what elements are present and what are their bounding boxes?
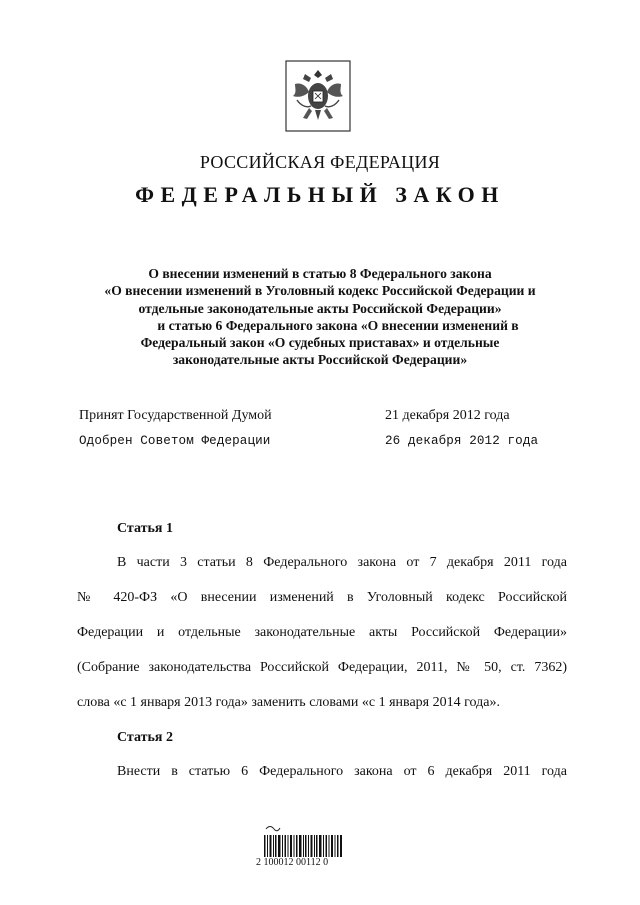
coat-of-arms-icon bbox=[285, 60, 351, 132]
article-2-text bbox=[77, 763, 567, 798]
law-title-line: и статью 6 Федерального закона «О внесении изменений в bbox=[157, 317, 519, 333]
barcode-number: 2 100012 00112 0 bbox=[256, 857, 329, 868]
country-name: РОССИЙСКАЯ ФЕДЕРАЦИЯ bbox=[199, 152, 441, 172]
article-1-heading: Статья 1 bbox=[117, 521, 173, 536]
law-title-line: Федеральный закон «О судебных приставах» и отдельные bbox=[140, 335, 500, 351]
article-1-line: слова «с 1 января 2013 года» заменить словами «с 1 января 2014 года». bbox=[77, 695, 500, 710]
law-title-line: О внесении изменений в статью 8 Федерального закона bbox=[148, 266, 492, 281]
article-1-line: № 420-ФЗ «О внесении изменений в Уголовный кодекс Российской bbox=[77, 590, 567, 605]
article-2-line: Внести в статью 6 Федерального закона от 6 декабря 2011 года bbox=[117, 764, 567, 779]
duma-date: 21 декабря 2012 года bbox=[385, 408, 510, 423]
article-1-line: В части 3 статьи 8 Федерального закона от 7 декабря 2011 года bbox=[117, 555, 567, 570]
council-date: 26 декабря 2012 года bbox=[385, 434, 539, 448]
article-1-line: (Собрание законодательства Российской Федерации, 2011, № 50, ст. 7362) bbox=[77, 660, 567, 675]
law-title-line: отдельные законодательные акты Российской Федерации» bbox=[138, 300, 502, 316]
law-title-line: законодательные акты Российской Федерации» bbox=[172, 352, 468, 368]
law-title bbox=[40, 265, 600, 369]
council-label: Одобрен Советом Федерации bbox=[79, 434, 271, 448]
duma-label: Принят Государственной Думой bbox=[79, 408, 272, 423]
article-1-line: Федерации и отдельные законодательные акты Российской Федерации» bbox=[77, 625, 567, 640]
law-title-line: «О внесении изменений в Уголовный кодекс Российской Федерации и bbox=[104, 283, 536, 299]
article-1-text bbox=[77, 554, 567, 729]
law-type: ФЕДЕРАЛЬНЫЙ ЗАКОН bbox=[135, 182, 505, 207]
article-2-heading: Статья 2 bbox=[117, 730, 173, 745]
